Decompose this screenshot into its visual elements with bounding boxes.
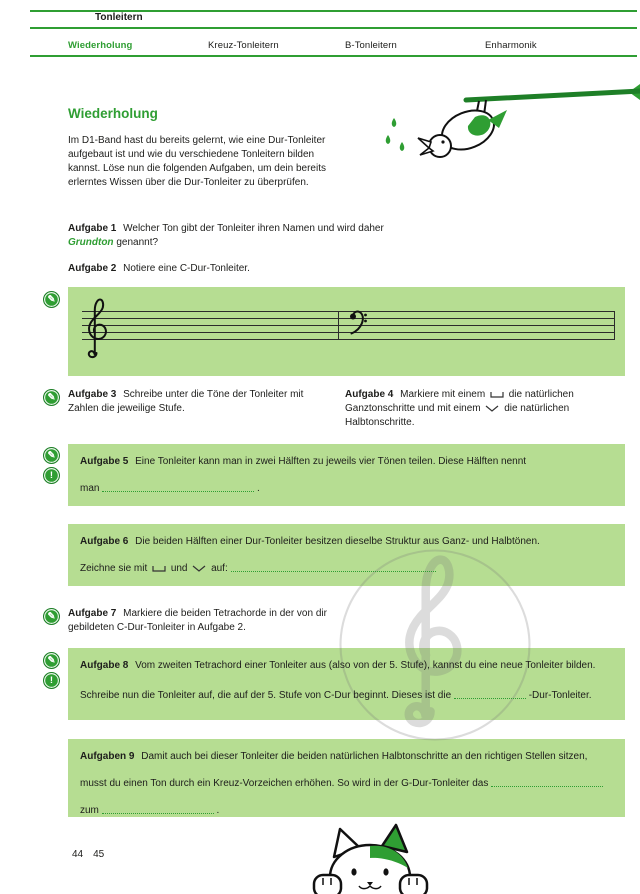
pencil-task-icon [43, 652, 60, 669]
task-9-text-3: zum [80, 805, 99, 816]
task-8-text-2: Schreibe nun die Tonleiter auf, die auf der 5. Stufe von C-Dur beginnt. Dieses ist die [80, 690, 452, 701]
header-rule-mid [30, 27, 637, 29]
task-6-box [68, 524, 625, 586]
task-9-text-2: musst du einen Ton durch ein Kreuz-Vorzeichen erhöhen. So wird in der G-Dur-Tonleiter das [80, 778, 489, 789]
task-5-label: Aufgabe 5 [80, 456, 129, 467]
task-3-label: Aufgabe 3 [68, 389, 117, 400]
pencil-glyph: ✎ [47, 611, 56, 622]
task-6-text-2: Zeichne sie mit [80, 563, 148, 574]
pencil-glyph: ✎ [47, 392, 56, 403]
task-9-text-4: . [216, 805, 220, 816]
nav-item-b-tonleitern: B-Tonleitern [345, 40, 397, 51]
nav-item-enharmonik: Enharmonik [485, 40, 537, 51]
nav-item-wiederholung: Wiederholung [68, 40, 133, 51]
task-5-text-3: . [257, 483, 260, 494]
treble-clef-icon [84, 297, 110, 363]
pencil-task-icon [43, 608, 60, 625]
task-4-text-2: die natürlichen Ganztonschritte und mit einem [345, 389, 574, 414]
task-8-text: Vom zweiten Tetrachord einer Tonleiter aus (also von der 5. Stufe), kannst du eine neue Tonleiter bilden. [135, 660, 596, 671]
task-1 [68, 222, 386, 250]
halbtonschritt-vee-icon [192, 565, 206, 572]
pencil-glyph: ✎ [47, 655, 56, 666]
pencil-task-icon [43, 447, 60, 464]
task-6-label: Aufgabe 6 [80, 536, 129, 547]
ganztonschritt-bracket-icon [152, 565, 166, 572]
alert-glyph: ! [49, 470, 54, 481]
staff-barline-end [614, 311, 615, 340]
task-5-text: Eine Tonleiter kann man in zwei Hälften zu jeweils vier Tönen teilen. Diese Hälften nennt [135, 456, 527, 467]
page-number-left: 44 [72, 849, 84, 860]
nav-item-kreuz-tonleitern: Kreuz-Tonleitern [208, 40, 279, 51]
task-7 [68, 607, 368, 635]
task-1-text: Welcher Ton gibt der Tonleiter ihren Namen und wird daher [123, 223, 384, 234]
task-4-text-1: Markiere mit einem [400, 389, 486, 400]
task-6-text-4: auf: [211, 563, 228, 574]
task-8-label: Aufgabe 8 [80, 660, 129, 671]
task-9-label: Aufgaben 9 [80, 751, 135, 762]
staff-barline-middle [338, 311, 339, 340]
bass-clef-icon [348, 309, 368, 336]
task-9-box [68, 739, 625, 817]
task-5-box [68, 444, 625, 506]
pencil-glyph: ✎ [47, 450, 56, 461]
task-6-text: Die beiden Hälften einer Dur-Tonleiter besitzen dieselbe Struktur aus Ganz- und Halbtönen. [135, 536, 540, 547]
pencil-task-icon [43, 389, 60, 406]
alert-task-icon [43, 467, 60, 484]
intro-paragraph: Im D1-Band hast du bereits gelernt, wie eine Dur-Tonleiter aufgebaut ist und wie du verschiedene Tonleitern bilden kannst. Löse nun die folgenden Aufgaben, um dein bereits erlerntes Wissen über die Dur-Tonleiter zu überprüfen. [68, 135, 326, 188]
task-2-label: Aufgabe 2 [68, 263, 117, 274]
task-2 [68, 262, 386, 276]
pencil-task-icon [43, 291, 60, 308]
section-title: Wiederholung [68, 106, 158, 121]
bird-illustration [380, 82, 640, 177]
alert-task-icon [43, 672, 60, 689]
alert-glyph: ! [49, 675, 54, 686]
page-number-right: 45 [93, 849, 105, 860]
task-8-text-3: -Dur-Tonleiter. [528, 690, 592, 701]
task-7-text: Markiere die beiden Tetrachorde in der von dir gebildeten C-Dur-Tonleiter in Aufgabe 2. [68, 608, 327, 633]
nav-rule [30, 55, 637, 57]
answer-blank-halves[interactable] [102, 483, 254, 492]
task-1-keyword: Grundton [68, 237, 114, 248]
task-6-text-3: und [170, 563, 188, 574]
task-5-text-2: man [80, 483, 100, 494]
page-header-title: Tonleitern [95, 12, 143, 23]
task-3 [68, 388, 336, 416]
pencil-glyph: ✎ [47, 294, 56, 305]
task-4-text-3: die natürlichen Halbtonschritte. [345, 403, 570, 428]
task-8-box [68, 648, 625, 720]
ganztonschritt-bracket-icon [490, 391, 504, 398]
task-1-label: Aufgabe 1 [68, 223, 117, 234]
task-7-label: Aufgabe 7 [68, 608, 117, 619]
notation-answer-box[interactable] [68, 287, 625, 376]
answer-blank-scale-name[interactable] [454, 690, 526, 699]
cat-illustration [300, 823, 445, 894]
task-2-text: Notiere eine C-Dur-Tonleiter. [123, 263, 250, 274]
page-numbers [72, 849, 104, 860]
task-9-text: Damit auch bei dieser Tonleiter die beiden natürlichen Halbtonschritte an den richtigen Stellen sitzen, [141, 751, 588, 762]
task-4-label: Aufgabe 4 [345, 389, 394, 400]
answer-blank-note-from[interactable] [491, 778, 603, 787]
task-3-text: Schreibe unter die Töne der Tonleiter mit Zahlen die jeweilige Stufe. [68, 389, 304, 414]
task-4 [345, 388, 631, 430]
answer-blank-note-to[interactable] [102, 805, 214, 814]
halbtonschritt-vee-icon [485, 405, 499, 412]
task-1-text-after: genannt? [116, 237, 159, 248]
answer-blank-structure[interactable] [231, 563, 436, 572]
